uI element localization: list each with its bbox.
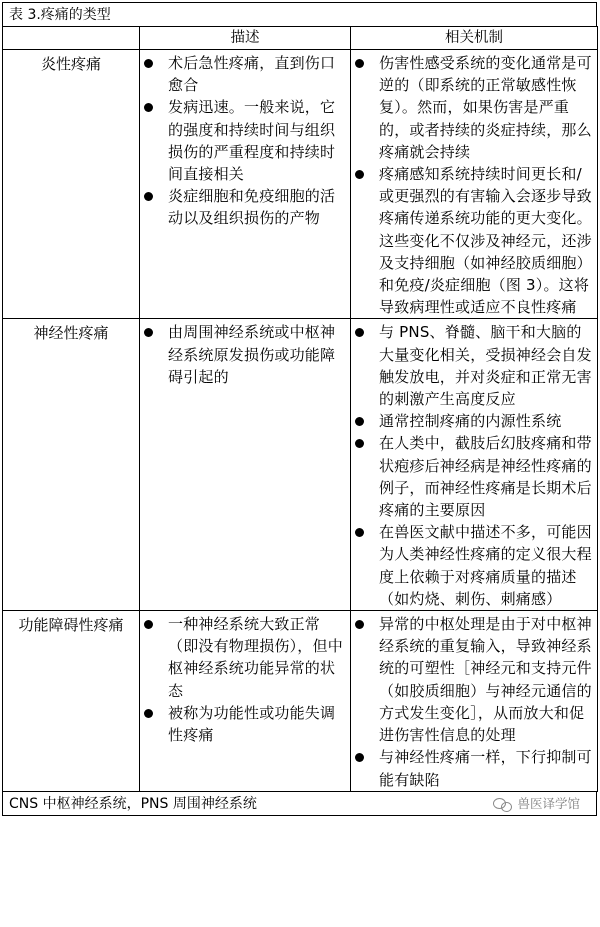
table-row [3,50,598,319]
bullet-icon [144,103,153,112]
pain-type-cell: 炎性疼痛 [3,50,140,319]
bullet-icon [355,620,364,629]
bullet-item [351,410,593,432]
bullet-text: 与神经性疼痛一样，下行抑制可能有缺陷 [379,748,592,789]
table-caption: 表 3.疼痛的类型 [2,2,597,26]
header-row [3,27,598,50]
bullet-text: 由周围神经系统或中枢神经系统原发损伤或功能障碍引起的 [168,323,336,386]
header-description: 描述 [140,27,351,50]
header-type [3,27,140,50]
pain-type-cell: 神经性疼痛 [3,319,140,611]
bullet-item [351,52,593,163]
bullet-item [351,613,593,746]
wechat-icon [493,796,513,812]
bullet-icon [355,328,364,337]
bullet-text: 通常控制疼痛的内源性系统 [379,412,562,431]
footnote-text: CNS 中枢神经系统，PNS 周围神经系统 [9,795,257,812]
bullet-item [140,185,346,229]
bullet-icon [144,192,153,201]
bullet-item [140,702,346,746]
bullet-text: 在兽医文献中描述不多，可能因为人类神经性疼痛的定义很大程度上依赖于对疼痛质量的描述（如灼烧、刺伤、刺痛感） [379,523,592,608]
mechanism-cell [351,319,598,611]
bullet-text: 伤害性感受系统的变化通常是可逆的（即系统的正常敏感性恢复）。然而，如果伤害是严重的，或者持续的炎症持续，那么疼痛就会持续 [379,54,592,161]
bullet-icon [355,417,364,426]
bullet-icon [355,753,364,762]
mechanism-list [351,319,597,610]
watermark [493,794,580,814]
bullet-icon [144,709,153,718]
bullet-item [351,432,593,521]
pain-types-table-container [2,2,597,816]
mechanism-list [351,611,597,791]
bullet-text: 一种神经系统大致正常（即没有物理损伤），但中枢神经系统功能异常的状态 [168,615,343,700]
description-cell [140,611,351,792]
bullet-item [351,321,593,410]
bullet-item [351,521,593,610]
bullet-icon [144,620,153,629]
mechanism-list [351,50,597,318]
table-row [3,611,598,792]
description-list [140,611,350,746]
bullet-icon [144,59,153,68]
bullet-text: 炎症细胞和免疫细胞的活动以及组织损伤的产物 [168,187,336,228]
bullet-text: 术后急性疼痛，直到伤口愈合 [168,54,336,95]
bullet-icon [144,328,153,337]
bullet-item [351,163,593,318]
pain-types-table [2,26,598,792]
bullet-text: 被称为功能性或功能失调性疼痛 [168,703,336,745]
bullet-text: 异常的中枢处理是由于对中枢神经系统的重复输入，导致神经系统的可塑性［神经元和支持元件（如胶质细胞）与神经元通信的方式发生变化］，从而放大和促进伤害性信息的处理 [379,615,592,745]
bullet-icon [355,59,364,68]
description-list [140,50,350,230]
description-list [140,319,350,388]
header-mechanism: 相关机制 [351,27,598,50]
pain-type-cell: 功能障碍性疼痛 [3,611,140,792]
bullet-item [140,321,346,388]
bullet-icon [355,528,364,537]
bullet-icon [355,170,364,179]
mechanism-cell [351,50,598,319]
bullet-text: 与 PNS、脊髓、脑干和大脑的大量变化相关，受损神经会自发触发放电，并对炎症和正常无害的刺激产生高度反应 [379,323,592,409]
bullet-item [140,52,346,96]
bullet-item [351,746,593,790]
bullet-text: 在人类中，截肢后幻肢疼痛和带状疱疹后神经病是神经性疼痛的例子，而神经性疼痛是长期术后疼痛的主要原因 [379,434,592,520]
description-cell [140,319,351,611]
bullet-item [140,613,346,702]
bullet-item [140,96,346,185]
mechanism-cell [351,611,598,792]
bullet-text: 疼痛感知系统持续时间更长和/或更强烈的有害输入会逐步导致疼痛传递系统功能的更大变化。这些变化不仅涉及神经元，还涉及支持细胞（如神经胶质细胞）和免疫/炎症细胞（图 3）。这将导致病理性或适应不良性疼痛 [379,165,592,317]
description-cell [140,50,351,319]
table-row [3,319,598,611]
watermark-text: 兽医译学馆 [517,795,580,811]
bullet-text: 发病迅速。一般来说，它的强度和持续时间与组织损伤的严重程度和持续时间直接相关 [168,98,336,184]
bullet-icon [355,439,364,448]
table-footnote [2,792,597,816]
